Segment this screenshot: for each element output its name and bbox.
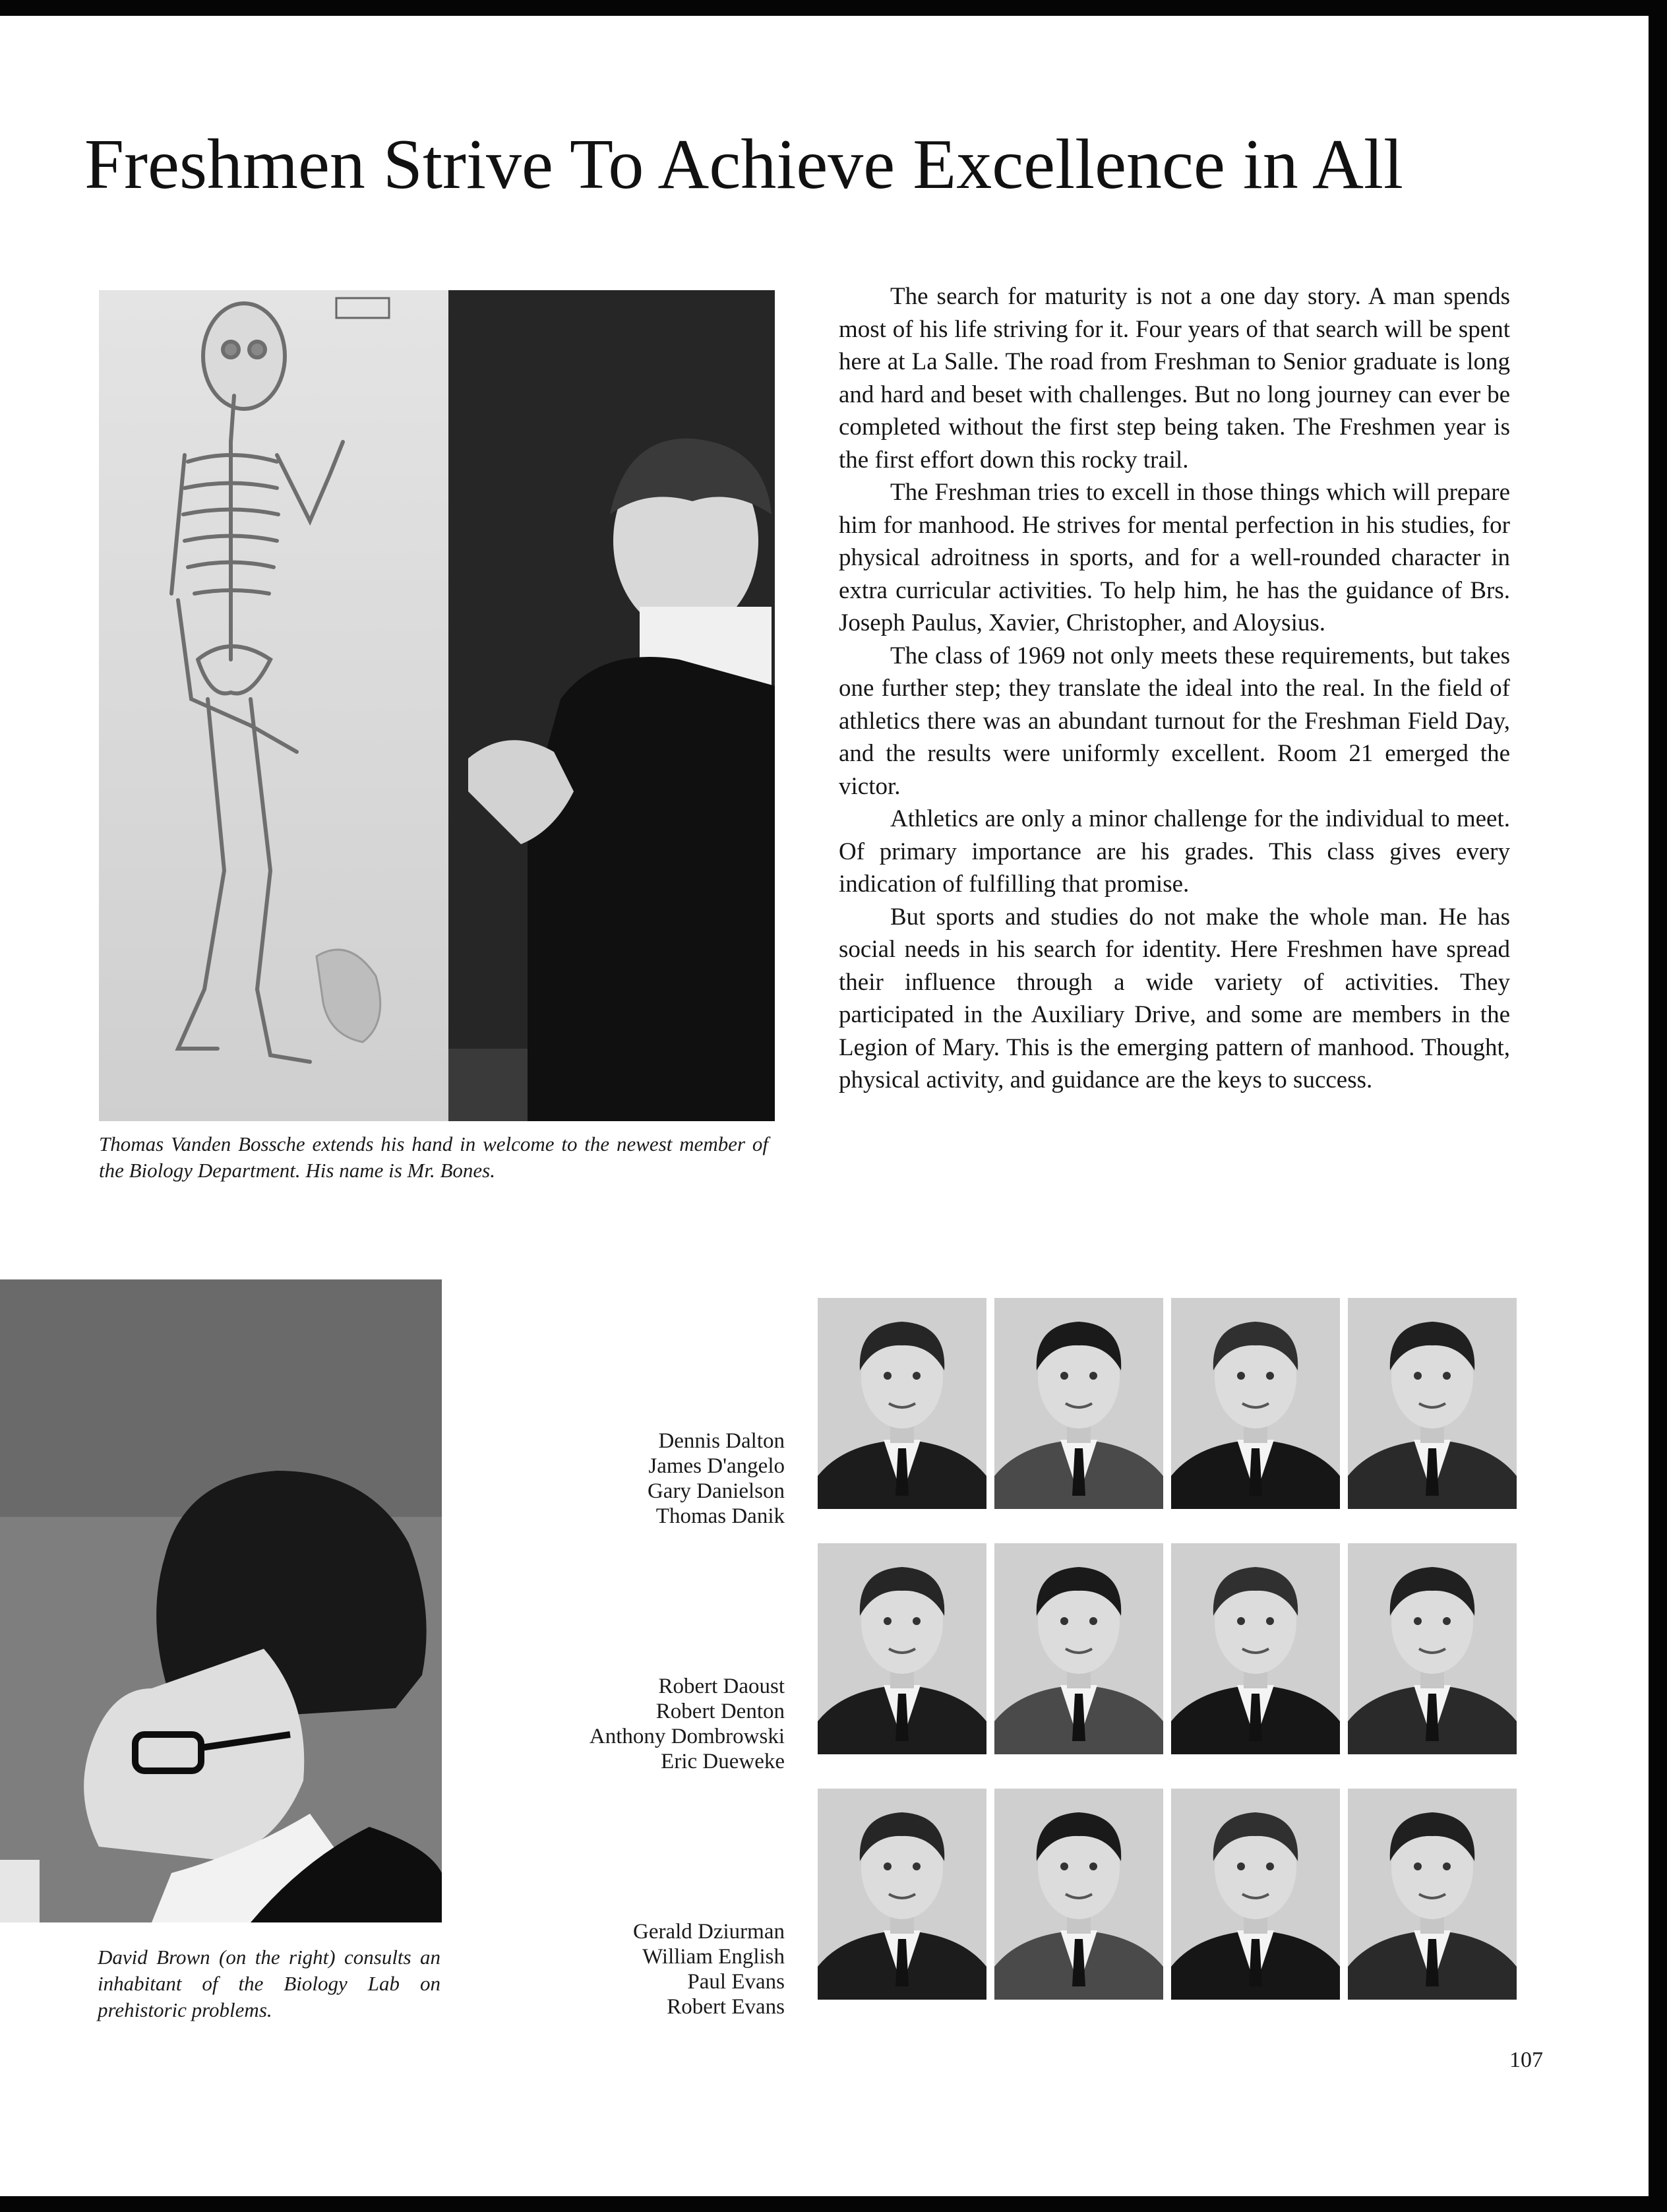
portrait-row-names — [547, 1674, 785, 1774]
student-portrait — [1348, 1543, 1517, 1754]
scan-border-top — [0, 0, 1667, 16]
student-portrait — [1171, 1543, 1340, 1754]
student-portrait — [818, 1543, 986, 1754]
skeleton-chart-photo — [99, 290, 775, 1121]
student-name: Robert Daoust — [658, 1674, 785, 1698]
student-name: James D'angelo — [648, 1454, 785, 1478]
student-portrait — [1171, 1789, 1340, 2000]
page-number: 107 — [1509, 2048, 1543, 2072]
scan-border-bottom — [0, 2196, 1667, 2212]
scan-border-right — [1649, 0, 1667, 2212]
student-name: Gary Danielson — [647, 1479, 785, 1503]
student-name: Anthony Dombrowski — [589, 1725, 785, 1748]
student-name: Gerald Dziurman — [633, 1920, 785, 1944]
student-name: Dennis Dalton — [658, 1429, 785, 1453]
student-portrait — [994, 1543, 1163, 1754]
article-paragraph: The class of 1969 not only meets these requirements, but takes one further step; they translate the ideal into the real. In the field of athletics there was an abundant turnout for the Freshman Field Day, and the results were uniformly excellent. Room 21 emerged the victor. — [839, 642, 1510, 800]
student-portrait — [1348, 1789, 1517, 2000]
article-paragraph: Athletics are only a minor challenge for the individual to meet. Of primary importance are his grades. This class gives every indication of fulfilling that promise. — [839, 805, 1510, 898]
article-paragraph: The Freshman tries to excell in those things which will prepare him for manhood. He strives for mental perfection in his studies, for physical adroitness in sports, and for a well-rounded character in extra curricular activities. To help him, he has the guidance of Brs. Joseph Paulus, Xavier, Christopher, and Aloysius. — [839, 479, 1510, 636]
student-name: Paul Evans — [687, 1970, 785, 1994]
page-headline: Freshmen Strive To Achieve Excellence in All — [84, 125, 1403, 204]
brown-photo-caption: David Brown (on the right) consults an inhabitant of the Biology Lab on prehistoric problems. — [98, 1946, 440, 2021]
student-name: Robert Denton — [655, 1700, 785, 1723]
student-profile-photo — [0, 1279, 442, 1922]
portrait-row-names — [547, 1429, 785, 1529]
student-portrait — [818, 1298, 986, 1509]
article-paragraph: But sports and studies do not make the whole man. He has social needs in his search for identity. Here Freshmen have spread their influence through a wide variety of activities. They participated in the Auxiliary Drive, and some are members in the Legion of Mary. This is the emerging pattern of manhood. Thought, physical activity, and guidance are the keys to success. — [839, 903, 1510, 1093]
article-paragraph: The search for maturity is not a one day story. A man spends most of his life striving for it. Four years of that search will be spent here at La Salle. The road from Freshman to Senior graduate is long and hard and beset with challenges. But no long journey can ever be completed without the first step being taken. The Freshmen year is the first effort down this rocky trail. — [839, 283, 1510, 474]
student-portrait — [994, 1789, 1163, 2000]
student-name: Eric Dueweke — [661, 1750, 785, 1773]
student-name: Thomas Danik — [655, 1504, 785, 1528]
article-body — [839, 280, 1510, 1097]
student-portrait — [1348, 1298, 1517, 1509]
student-portrait — [994, 1298, 1163, 1509]
student-portrait — [1171, 1298, 1340, 1509]
portrait-row-names — [547, 1919, 785, 2019]
student-name: Robert Evans — [667, 1995, 785, 2019]
student-portrait — [818, 1789, 986, 2000]
student-name: William English — [642, 1945, 785, 1969]
skeleton-photo-caption: Thomas Vanden Bossche extends his hand in welcome to the newest member of the Biology Department. His name is Mr. Bones. — [99, 1132, 768, 1182]
